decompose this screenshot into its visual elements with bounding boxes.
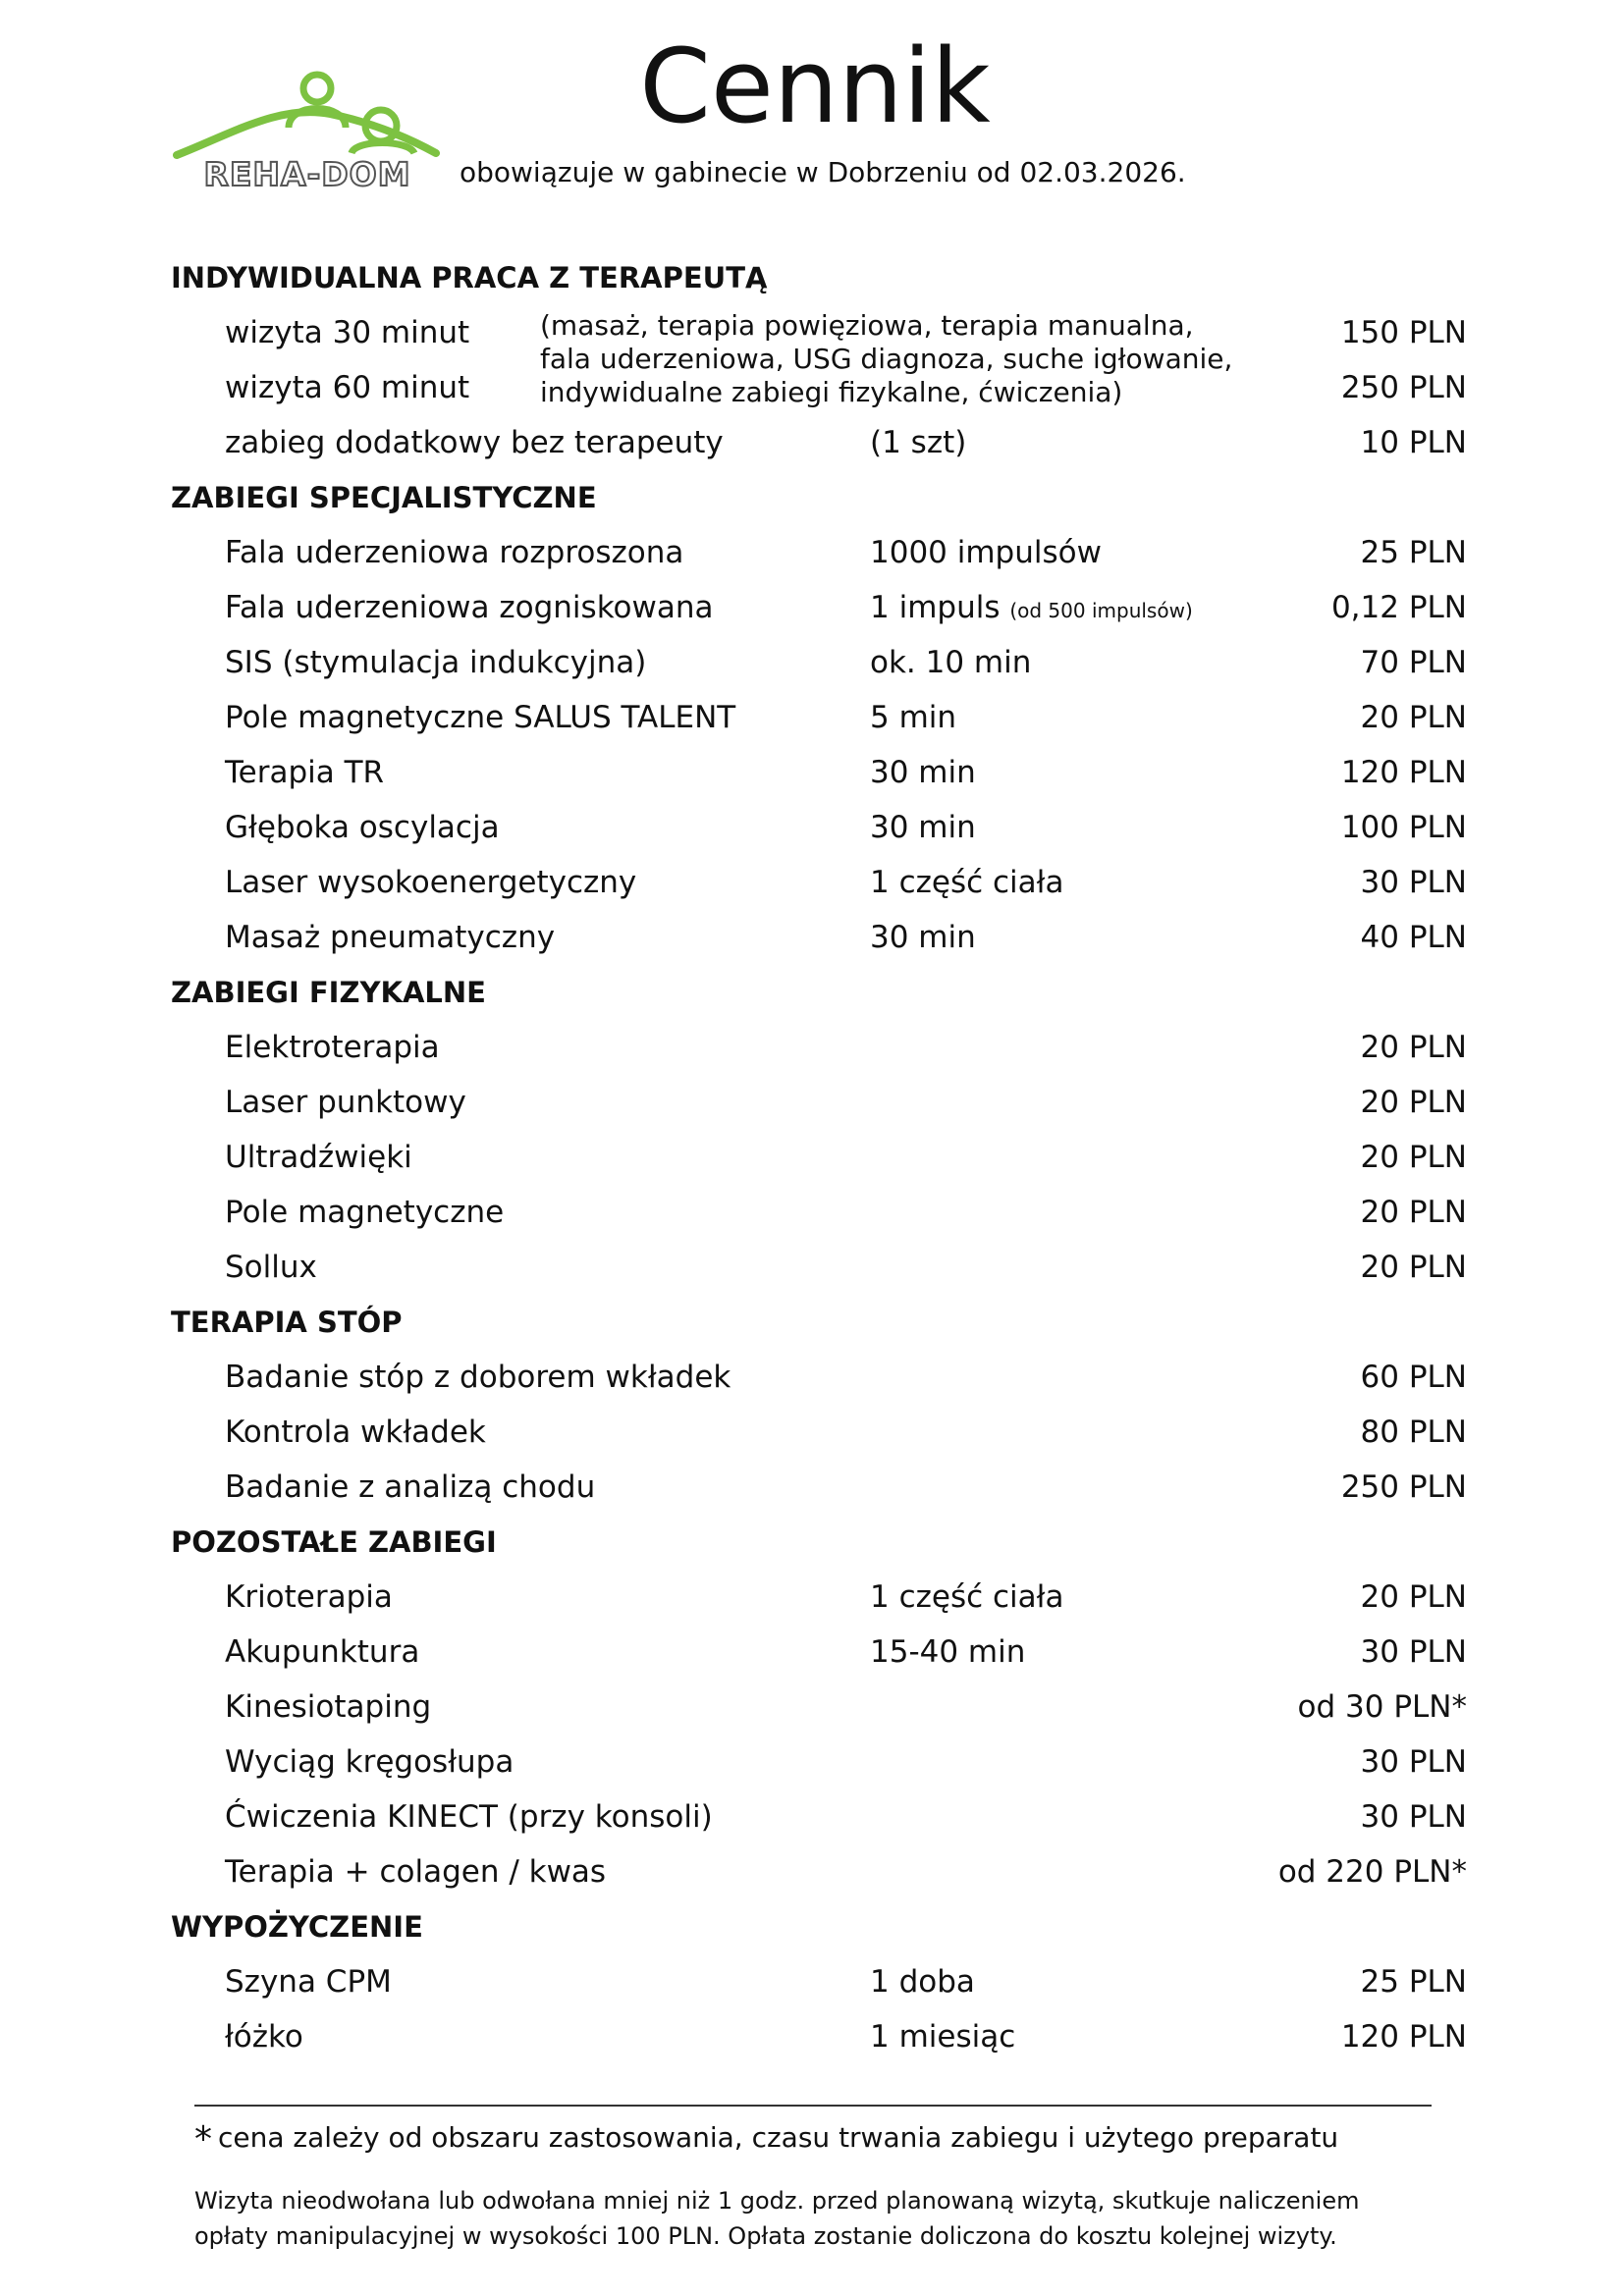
item-price: 10 PLN — [1360, 425, 1467, 460]
item-name: Krioterapia — [225, 1579, 393, 1615]
price-list — [171, 250, 1467, 2064]
price-footnote — [194, 2118, 1338, 2160]
reha-dom-logo — [173, 65, 440, 192]
item-name: Badanie z analizą chodu — [225, 1469, 596, 1505]
item-unit: 1 część ciała — [870, 865, 1064, 900]
price-row — [171, 1844, 1467, 1899]
item-price: 30 PLN — [1360, 1799, 1467, 1835]
item-price: 20 PLN — [1360, 1140, 1467, 1175]
section-title: INDYWIDUALNA PRACA Z TERAPEUTĄ — [171, 261, 768, 294]
item-unit: 1 miesiąc — [870, 2019, 1016, 2055]
item-price: 70 PLN — [1360, 645, 1467, 680]
item-name: łóżko — [225, 2019, 303, 2055]
item-price: 25 PLN — [1360, 1964, 1467, 2000]
item-price: 20 PLN — [1360, 1085, 1467, 1120]
item-price: 100 PLN — [1340, 810, 1467, 845]
item-price: 20 PLN — [1360, 1579, 1467, 1615]
item-price: 30 PLN — [1360, 1634, 1467, 1670]
price-row — [171, 1130, 1467, 1185]
item-price: 20 PLN — [1360, 1030, 1467, 1065]
item-price: 120 PLN — [1340, 755, 1467, 790]
item-name: wizyta 60 minut — [225, 370, 470, 405]
item-name: Ultradźwięki — [225, 1140, 412, 1175]
item-name: Wyciąg kręgosłupa — [225, 1744, 514, 1780]
section-title: ZABIEGI SPECJALISTYCZNE — [171, 481, 597, 514]
price-row — [171, 855, 1467, 910]
section-title: TERAPIA STÓP — [171, 1306, 403, 1339]
item-unit: 30 min — [870, 920, 976, 955]
visit-description-line: fala uderzeniowa, USG diagnoza, suche igłowanie, — [540, 343, 1233, 375]
item-name: Pole magnetyczne — [225, 1195, 505, 1230]
item-price: 60 PLN — [1360, 1360, 1467, 1395]
item-unit: (1 szt) — [870, 425, 967, 460]
item-price: 250 PLN — [1340, 370, 1467, 405]
item-name: Laser punktowy — [225, 1085, 466, 1120]
price-row — [171, 525, 1467, 580]
logo-figures-icon — [173, 65, 440, 163]
price-row — [171, 1625, 1467, 1680]
item-name: Badanie stóp z doborem wkładek — [225, 1360, 731, 1395]
price-row — [171, 910, 1467, 965]
item-unit — [870, 580, 1193, 638]
item-unit: 5 min — [870, 700, 957, 735]
item-name: Kontrola wkładek — [225, 1415, 486, 1450]
item-name: Elektroterapia — [225, 1030, 440, 1065]
item-price: 20 PLN — [1360, 1250, 1467, 1285]
price-row — [171, 2009, 1467, 2064]
item-price: 30 PLN — [1360, 1744, 1467, 1780]
logo-text: REHA-DOM — [203, 155, 411, 193]
footer-divider — [194, 2105, 1432, 2107]
cancellation-terms — [194, 2183, 1441, 2254]
visit-description-line: indywidualne zabiegi fizykalne, ćwiczenia) — [540, 376, 1123, 408]
item-unit: 1 część ciała — [870, 1579, 1064, 1615]
price-row — [171, 1240, 1467, 1295]
item-price: 20 PLN — [1360, 1195, 1467, 1230]
item-unit-main: 1 impuls — [870, 590, 1001, 625]
price-row — [171, 1460, 1467, 1515]
visit-description-line: (masaż, terapia powięziowa, terapia manualna, — [540, 309, 1194, 342]
price-row — [171, 580, 1467, 635]
item-name: Kinesiotaping — [225, 1689, 432, 1725]
section-title: POZOSTAŁE ZABIEGI — [171, 1525, 497, 1559]
item-name: Laser wysokoenergetyczny — [225, 865, 637, 900]
item-name: zabieg dodatkowy bez terapeuty — [225, 425, 724, 460]
item-price: 80 PLN — [1360, 1415, 1467, 1450]
price-row — [171, 1075, 1467, 1130]
price-row — [171, 1020, 1467, 1075]
price-row — [171, 635, 1467, 690]
item-name: Pole magnetyczne SALUS TALENT — [225, 700, 736, 735]
therapist-visits — [171, 305, 1467, 415]
item-price: od 30 PLN* — [1297, 1689, 1467, 1725]
page-subtitle: obowiązuje w gabinecie w Dobrzeniu od 02.03.2026. — [460, 156, 1186, 188]
item-price: 0,12 PLN — [1330, 590, 1467, 625]
item-name: Akupunktura — [225, 1634, 420, 1670]
footnote-text: cena zależy od obszaru zastosowania, czasu trwania zabiegu i użytego preparatu — [218, 2121, 1339, 2154]
price-row — [171, 1680, 1467, 1735]
terms-line: Wizyta nieodwołana lub odwołana mniej niż 1 godz. przed planowaną wizytą, skutkuje naliczeniem — [194, 2187, 1360, 2215]
item-price: 20 PLN — [1360, 700, 1467, 735]
item-unit: 1000 impulsów — [870, 535, 1102, 570]
price-row — [171, 1405, 1467, 1460]
terms-line: opłaty manipulacyjnej w wysokości 100 PLN. Opłata zostanie doliczona do kosztu kolejnej wizyty. — [194, 2222, 1337, 2250]
item-price: 40 PLN — [1360, 920, 1467, 955]
item-unit: 30 min — [870, 810, 976, 845]
item-name: Szyna CPM — [225, 1964, 392, 2000]
item-unit: 15-40 min — [870, 1634, 1026, 1670]
item-name: Sollux — [225, 1250, 317, 1285]
item-unit-note: (od 500 impulsów) — [1009, 599, 1193, 622]
price-row — [171, 1570, 1467, 1625]
item-unit: 30 min — [870, 755, 976, 790]
item-name: Fala uderzeniowa rozproszona — [225, 535, 684, 570]
item-unit: ok. 10 min — [870, 645, 1032, 680]
item-name: Fala uderzeniowa zogniskowana — [225, 590, 714, 625]
section-title: WYPOŻYCZENIE — [171, 1910, 423, 1944]
price-row — [171, 1789, 1467, 1844]
price-row — [171, 800, 1467, 855]
item-price: 120 PLN — [1340, 2019, 1467, 2055]
price-row — [171, 1185, 1467, 1240]
section-title: ZABIEGI FIZYKALNE — [171, 976, 486, 1009]
price-row — [171, 745, 1467, 800]
price-row — [171, 1350, 1467, 1405]
item-name: wizyta 30 minut — [225, 315, 470, 350]
item-name: Terapia TR — [225, 755, 385, 790]
page-title: Cennik — [639, 27, 991, 146]
price-row — [171, 1735, 1467, 1789]
item-price: 30 PLN — [1360, 865, 1467, 900]
item-unit: 1 doba — [870, 1964, 975, 2000]
item-name: Terapia + colagen / kwas — [225, 1854, 607, 1890]
item-name: SIS (stymulacja indukcyjna) — [225, 645, 647, 680]
price-row — [171, 415, 1467, 470]
item-price: od 220 PLN* — [1277, 1854, 1467, 1890]
visit-description — [540, 309, 1232, 409]
item-name: Głęboka oscylacja — [225, 810, 500, 845]
price-row — [171, 1954, 1467, 2009]
item-price: 150 PLN — [1340, 315, 1467, 350]
item-name: Masaż pneumatyczny — [225, 920, 556, 955]
footnote-star: * — [194, 2119, 212, 2160]
price-row — [171, 690, 1467, 745]
item-price: 250 PLN — [1340, 1469, 1467, 1505]
item-name: Ćwiczenia KINECT (przy konsoli) — [225, 1799, 713, 1835]
item-price: 25 PLN — [1360, 535, 1467, 570]
